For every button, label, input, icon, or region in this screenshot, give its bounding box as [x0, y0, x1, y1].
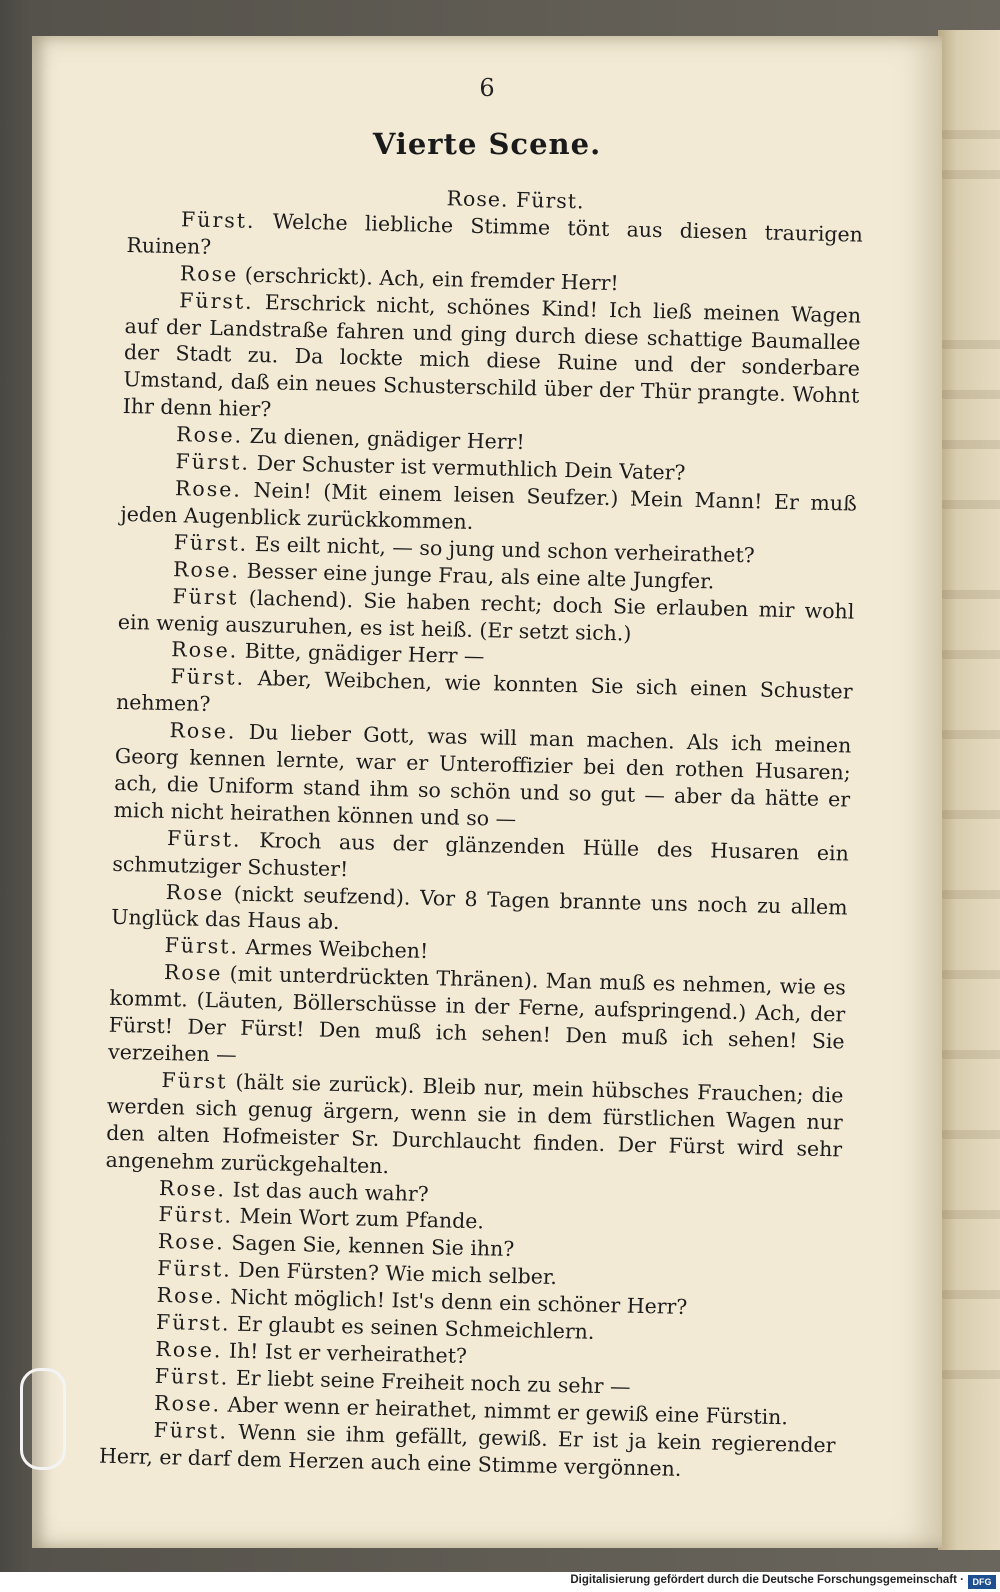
speaker-name: Rose. [175, 422, 244, 448]
speaker-name: Fürst. [155, 1309, 231, 1336]
speaker-name: Rose. [156, 1283, 224, 1309]
speaker-name: Fürst. [170, 664, 246, 691]
speech-text: Welche liebliche Stimme tönt aus diesen traurigen Ruinen? [126, 209, 864, 259]
speaker-name: Fürst. [153, 1417, 229, 1444]
page-number: 6 [479, 74, 495, 102]
speaker-name: Fürst. [173, 529, 249, 556]
scene-title: Vierte Scene. [372, 127, 602, 161]
speaker-name: Rose. [158, 1175, 227, 1202]
speaker-name: Rose. [169, 718, 237, 744]
speech-text: Kroch aus der glänzenden Hülle des Husaren ein schmutziger Schuster! [112, 827, 850, 881]
speaker-name: Rose. [171, 637, 239, 664]
speech-text: Besser eine junge Frau, als eine alte Jungfer. [246, 558, 715, 594]
speaker-name: Rose [163, 960, 223, 986]
speaker-name: Fürst. [166, 825, 242, 852]
cast-list: Rose. Fürst. [446, 186, 585, 214]
speech-text: Es eilt nicht, — so jung und schon verheirathet? [254, 531, 755, 568]
speech-text: Er glaubt es seinen Schmeichlern. [236, 1311, 595, 1344]
speaker-name: Fürst. [175, 449, 251, 475]
speech-text: Der Schuster ist vermuthlich Dein Vater? [256, 451, 686, 485]
speech-text: Zu dienen, gnädiger Herr! [249, 423, 525, 455]
book-page [32, 36, 942, 1548]
speech-text: Mein Wort zum Pfande. [239, 1204, 485, 1234]
speech-text: Aber wenn er heirathet, nimmt er gewiß eine Fürstin. [227, 1392, 789, 1430]
speaker-name: Rose. [153, 1390, 222, 1417]
speech-text: Bitte, gnädiger Herr — [244, 639, 485, 669]
speech-text: (nickt seufzend). Vor 8 Tagen brannte uns noch zu allem Unglück das Haus ab. [110, 881, 848, 935]
speech-text: Den Fürsten? Wie mich selber. [238, 1258, 558, 1290]
speaker-name: Fürst [172, 583, 239, 610]
scanner-thumb-artifact [20, 1368, 66, 1470]
speech-text: (lachend). Sie haben recht; doch Sie erlauben mir wohl ein wenig auszuruhen, es ist heiß. (Er setzt sich.) [117, 585, 855, 646]
speech-text: Armes Weibchen! [245, 935, 429, 964]
dialogue-text [99, 178, 864, 1486]
speaker-name: Fürst. [180, 207, 256, 233]
speech-text: Wenn sie ihm gefällt, gewiß. Er ist ja kein regierender Herr, er darf dem Herzen auch eine Stimme vergönnen. [98, 1419, 836, 1481]
speaker-name: Rose. [174, 476, 243, 502]
speech-text: Du lieber Gott, was will man machen. Als ich meinen Georg kennen lernte, war er Unteroffizier bei den rothen Husaren; ach, die Uniform stand ihm so schön und so gut — aber da hätte er mich nicht heirathen können und so — [113, 720, 852, 831]
speech-text: Ist das auch wahr? [232, 1177, 429, 1206]
speech-text: Nein! (Mit einem leisen Seufzer.) Mein Mann! Er muß jeden Augenblick zurückkommen. [120, 477, 858, 534]
dialogue-paragraph [105, 1066, 843, 1190]
footer-credit: Digitalisierung gefördert durch die Deutsche Forschungsgemeinschaft · [570, 1574, 964, 1586]
speaker-name: Rose. [172, 556, 241, 583]
speaker-name: Rose. [157, 1229, 226, 1255]
paragraph-list [99, 205, 864, 1486]
speaker-name: Fürst. [154, 1363, 230, 1390]
dialogue-paragraph [108, 958, 846, 1082]
speech-text: Er liebt seine Freiheit noch zu sehr — [235, 1365, 631, 1399]
speaker-name: Rose [179, 260, 239, 287]
speech-text: Ih! Ist er verheirathet? [228, 1338, 468, 1368]
speaker-name: Fürst [161, 1067, 228, 1094]
speech-text: Sagen Sie, kennen Sie ihn? [231, 1230, 515, 1262]
speech-text: (hält sie zurück). Bleib nur, mein hübsches Frauchen; die werden sich genug ärgern, wenn sie in dem fürstlichen Wagen nur den alten Hofmeister Sr. Durchlaucht finden. Der Fürst wird sehr angenehm zurückgehalten. [105, 1069, 844, 1178]
speech-text: Nicht möglich! Ist's denn ein schöner Herr? [229, 1284, 688, 1320]
speech-text: Erschrick nicht, schönes Kind! Ich ließ meinen Wagen auf der Landstraße fahren und ging durch diese schattige Baumallee der Stadt zu. Da lockte mich diese Ruine und der sonderbare Umstand, daß ein neues Schusterschild über der Thür prangte. Wohnt Ihr denn hier? [122, 289, 862, 422]
speaker-name: Fürst. [157, 1256, 233, 1282]
speaker-name: Rose [165, 879, 225, 905]
dialogue-paragraph [123, 286, 862, 437]
speaker-name: Fürst. [164, 933, 240, 960]
speaker-name: Fürst. [158, 1202, 234, 1229]
speech-text: (mit unterdrückten Thränen). Man muß es nehmen, wie es kommt. (Läuten, Böllerschüsse in der Ferne, aufspringend.) Ach, der Fürst! Der Fürst! Den muß ich sehen! Den muß ich sehen! Sie verzeihen — [107, 961, 847, 1067]
speech-text: (erschrickt). Ach, ein fremder Herr! [244, 262, 619, 295]
dialogue-paragraph [113, 716, 851, 840]
dfg-logo-icon: DFG [968, 1575, 996, 1589]
speech-text: Aber, Weibchen, wie konnten Sie sich einen Schuster nehmen? [115, 666, 853, 717]
speaker-name: Fürst. [178, 287, 255, 314]
facing-page-edge [938, 30, 1000, 1550]
speaker-name: Rose. [155, 1336, 223, 1363]
